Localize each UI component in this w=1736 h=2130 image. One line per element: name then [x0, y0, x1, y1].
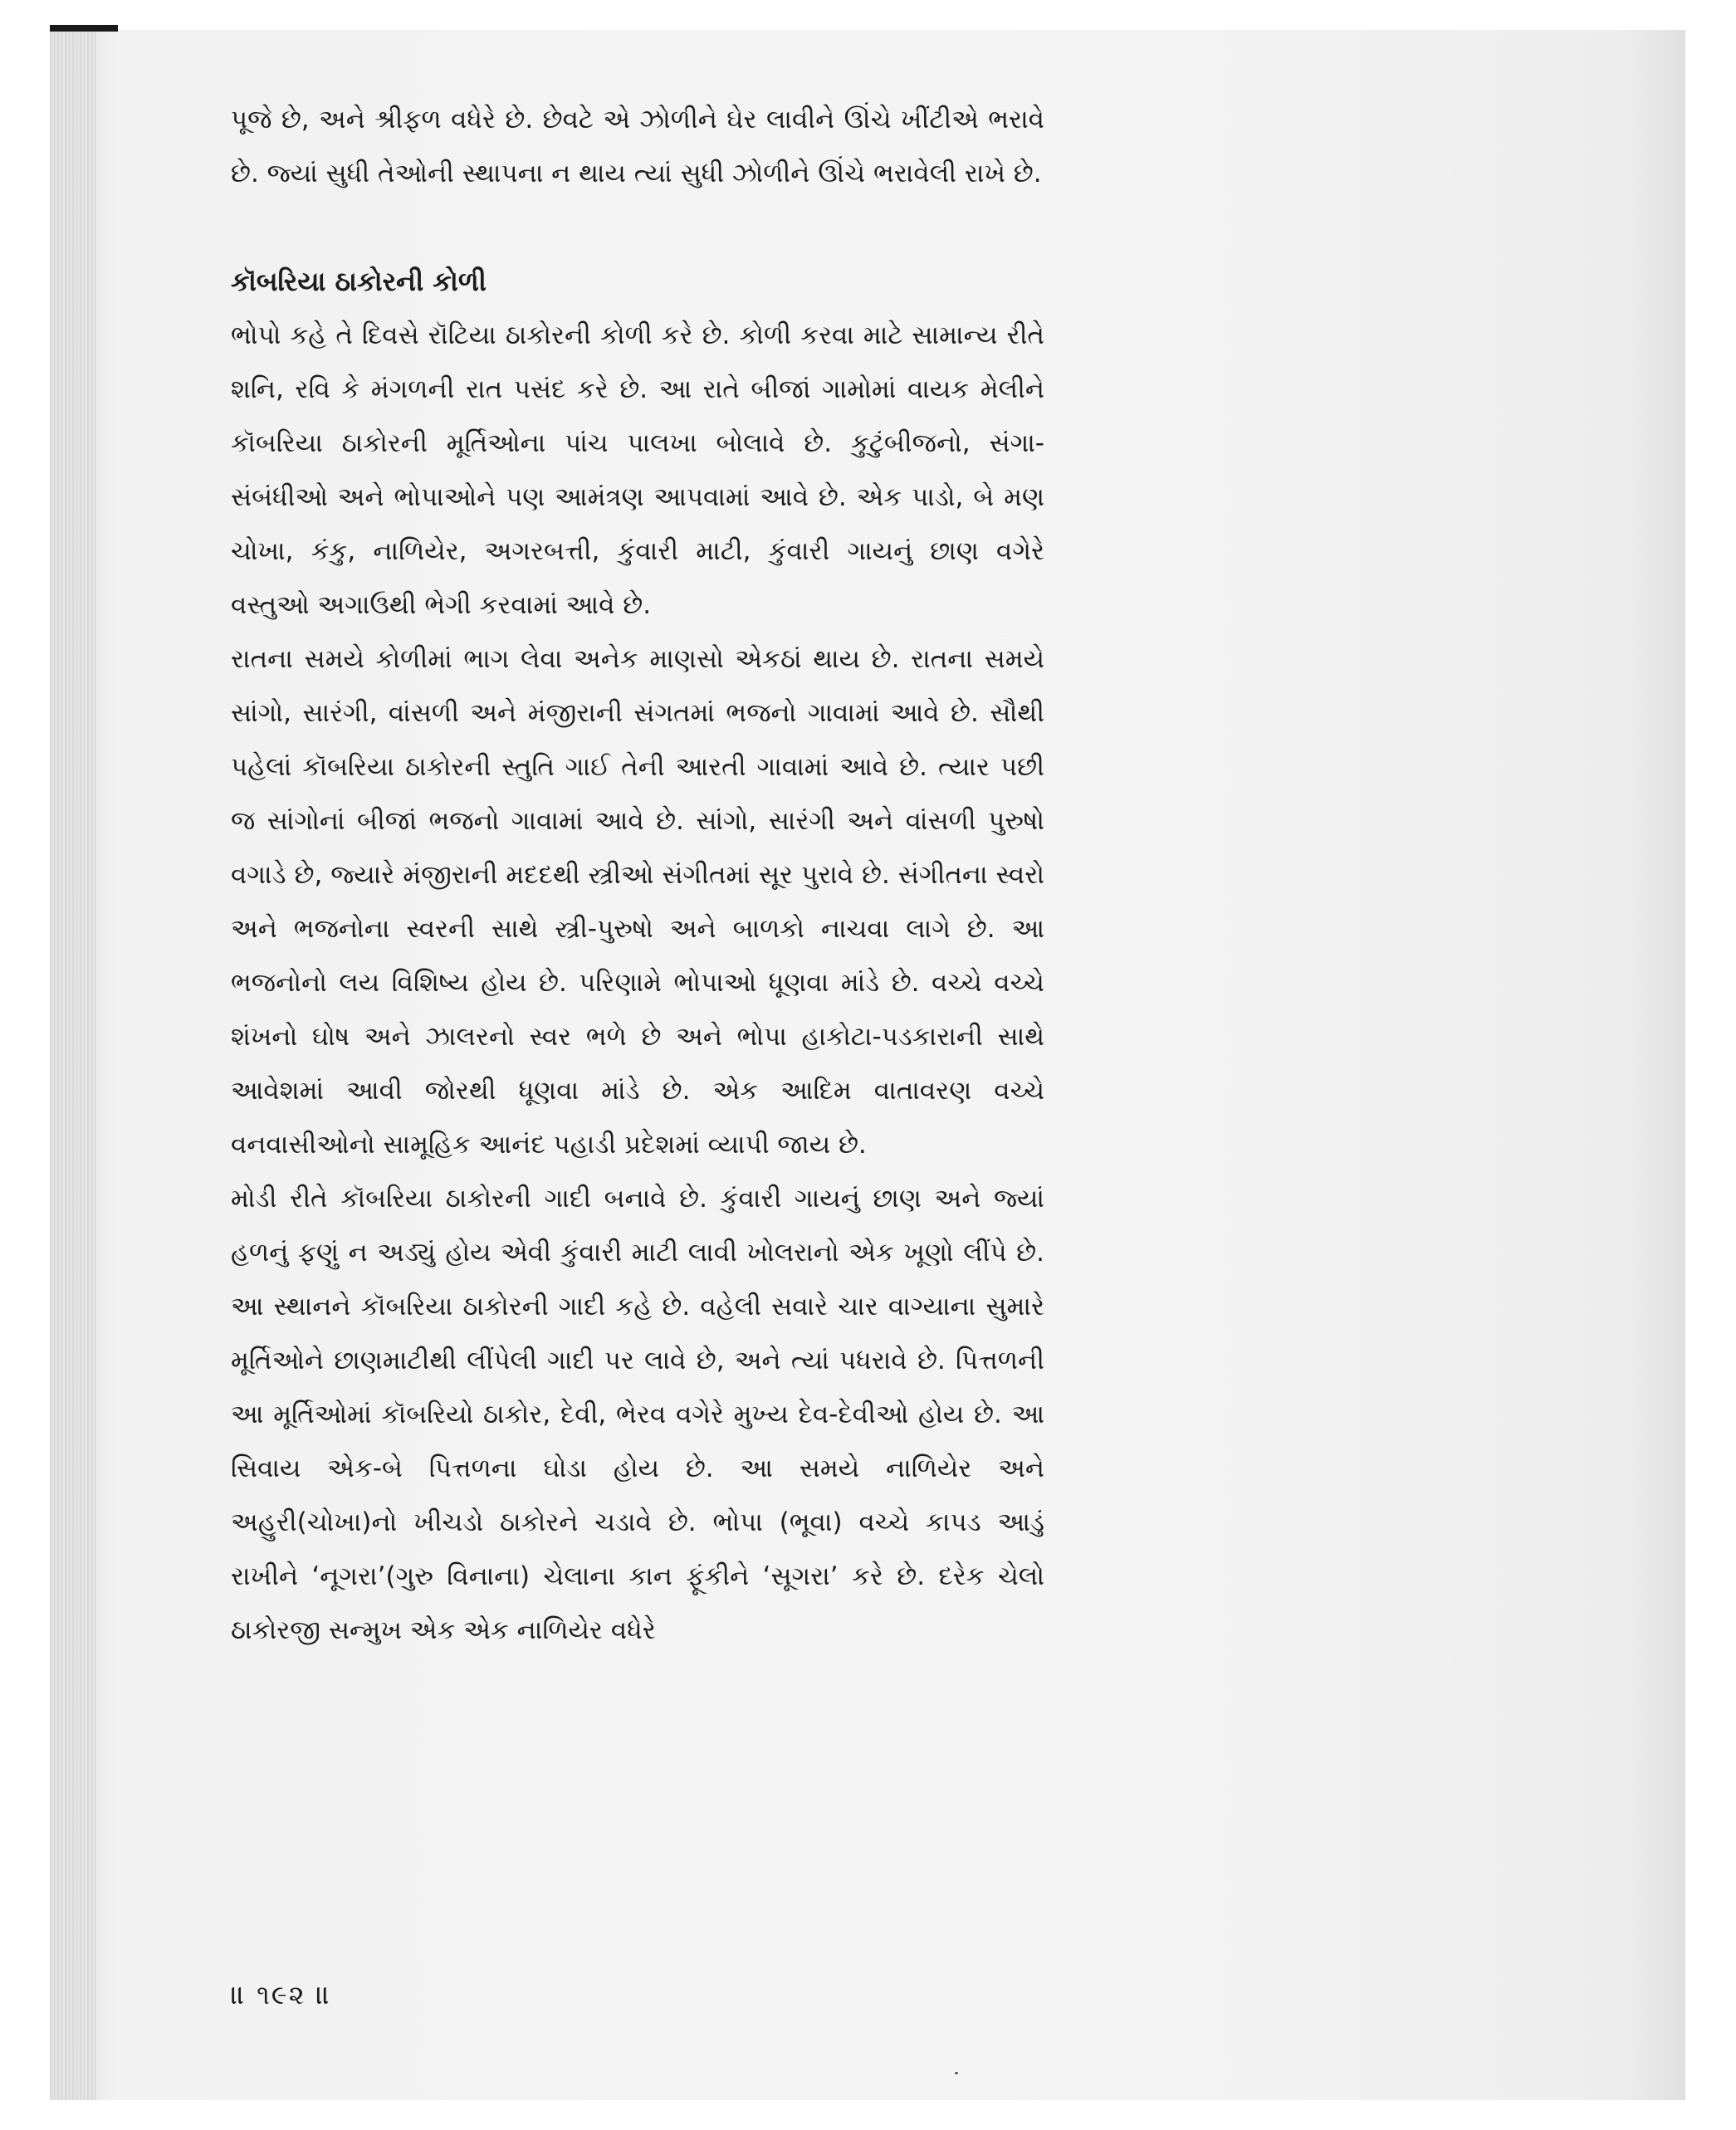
- page-shadow: [1619, 30, 1685, 2100]
- section-gap: [231, 201, 1044, 255]
- paragraph-1: ભોપો કહે તે દિવસે રૉટિયા ઠાકોરની કોળી કરે છે. કોળી કરવા માટે સામાન્ય રીતે શનિ, રવિ કે મંગળની રાત પસંદ કરે છે. આ રાતે બીજાં ગામોમાં વાયક મેલીને કૉબરિયા ઠાકોરની મૂર્તિઓના પાંચ પાલખા બોલાવે છે. કુટુંબીજનો, સંગા-સંબંધીઓ અને ભોપાઓને પણ આમંત્રણ આપવામાં આવે છે. એક પાડો, બે મણ ચોખા, કંકુ, નાળિયેર, અગરબત્તી, કુંવારી માટી, કુંવારી ગાયનું છાણ વગેરે વસ્તુઓ અગાઉથી ભેગી કરવામાં આવે છે.: [231, 320, 1044, 620]
- page-number: ॥ ૧૯૨ ॥: [231, 1979, 332, 2010]
- page-edges: [50, 30, 96, 2100]
- paragraph-3: મોડી રીતે કૉબરિયા ઠાકોરની ગાદી બનાવે છે. કુંવારી ગાયનું છાણ અને જ્યાં હળનું ફણું ન અડ્યું હોય એવી કુંવારી માટી લાવી ખોલરાનો એક ખૂણો લીંપે છે. આ સ્થાનને કૉબરિયા ઠાકોરની ગાદી કહે છે. વહેલી સવારે ચાર વાગ્યાના સુમારે મૂર્તિઓને છાણમાટીથી લીંપેલી ગાદી પર લાવે છે, અને ત્યાં પધરાવે છે. પિત્તળની આ મૂર્તિઓમાં કૉબરિયો ઠાકોર, દેવી, ભેરવ વગેરે મુખ્ય દેવ-દેવીઓ હોય છે. આ સિવાય એક-બે પિત્તળના ઘોડા હોય છે. આ સમયે નાળિયેર અને અહુરી(ચોખા)નો ખીચડો ઠાકોરને ચડાવે છે. ભોપા (ભૂવા) વચ્ચે કાપડ આડું રાખીને ‘નૂગરા’(ગુરુ વિનાના) ચેલાના કાન ફૂંકીને ‘સૂગરા’ કરે છે. દરેક ચેલો ઠાકોરજી સન્મુખ એક એક નાળિયેર વધેરે: [231, 1184, 1044, 1645]
- text-column: [231, 93, 1044, 1658]
- dust-speck: [955, 2072, 958, 2074]
- paragraph-2: રાતના સમયે કોળીમાં ભાગ લેવા અનેક માણસો એકઠાં થાય છે. રાતના સમયે સાંગો, સારંગી, વાંસળી અને મંજીરાની સંગતમાં ભજનો ગાવામાં આવે છે. સૌથી પહેલાં કૉબરિયા ઠાકોરની સ્તુતિ ગાઈ તેની આરતી ગાવામાં આવે છે. ત્યાર પછી જ સાંગોનાં બીજાં ભજનો ગાવામાં આવે છે. સાંગો, સારંગી અને વાંસળી પુરુષો વગાડે છે, જ્યારે મંજીરાની મદદથી સ્ત્રીઓ સંગીતમાં સૂર પુરાવે છે. સંગીતના સ્વરો અને ભજનોના સ્વરની સાથે સ્ત્રી-પુરુષો અને બાળકો નાચવા લાગે છે. આ ભજનોનો લય વિશિષ્ય હોય છે. પરિણામે ભોપાઓ ધૂણવા માંડે છે. વચ્ચે વચ્ચે શંખનો ઘોષ અને ઝાલરનો સ્વર ભળે છે અને ભોપા હાકોટા-પડકારાની સાથે આવેશમાં આવી જોરથી ધૂણવા માંડે છે. એક આદિમ વાતાવરણ વચ્ચે વનવાસીઓનો સામૂહિક આનંદ પહાડી પ્રદેશમાં વ્યાપી જાય છે.: [231, 644, 1044, 1160]
- section-heading: કૉબરિયા ઠાકોરની કોળી: [231, 266, 487, 297]
- corner-mark: [50, 25, 118, 32]
- paragraph-top: પૂજે છે, અને શ્રીફળ વધેરે છે. છેવટે એ ઝોળીને ઘેર લાવીને ઊંચે ખીંટીએ ભરાવે છે. જ્યાં સુધી તેઓની સ્થાપના ન થાય ત્યાં સુધી ઝોળીને ઊંચે ભરાવેલી રાખે છે.: [231, 105, 1044, 188]
